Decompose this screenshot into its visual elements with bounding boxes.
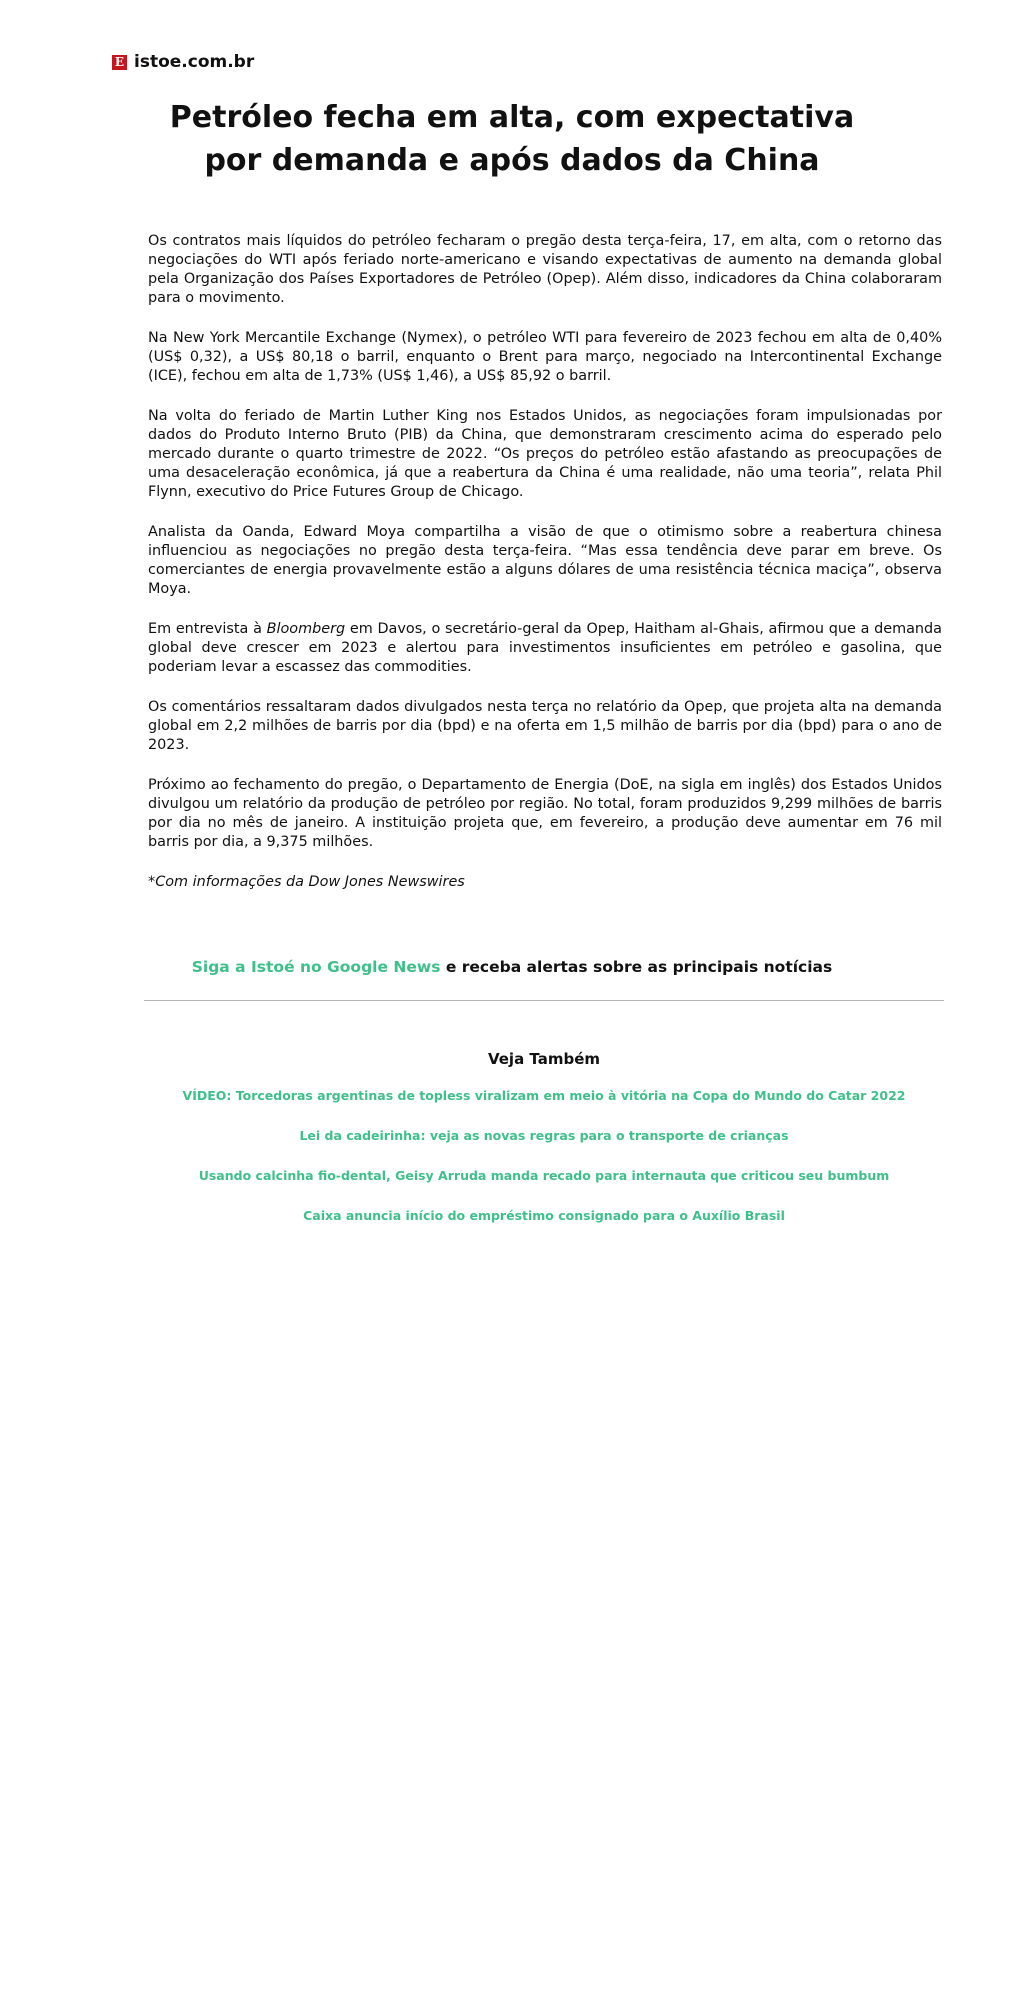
google-news-follow-text: e receba alertas sobre as principais notícias bbox=[440, 958, 833, 976]
site-name[interactable]: istoe.com.br bbox=[134, 52, 255, 72]
article-body bbox=[148, 232, 942, 913]
related-link[interactable]: VÍDEO: Torcedoras argentinas de topless viralizam em meio à vitória na Copa do Mundo do Catar 2022 bbox=[182, 1088, 906, 1103]
istoe-logo-icon[interactable]: E bbox=[112, 55, 127, 70]
related-link[interactable]: Caixa anuncia início do empréstimo consignado para o Auxílio Brasil bbox=[303, 1208, 785, 1223]
article-paragraph: Analista da Oanda, Edward Moya compartilha a visão de que o otimismo sobre a reabertura chinesa influenciou as negociações no pregão desta terça-feira. “Mas essa tendência deve parar em breve. Os comerciantes de energia provavelmente estão a alguns dólares de uma resistência técnica maciça”, observa Moya. bbox=[148, 524, 942, 597]
article-paragraph bbox=[148, 620, 942, 677]
site-header bbox=[112, 52, 254, 72]
related-heading: Veja Também bbox=[487, 1050, 601, 1068]
article-title: Petróleo fecha em alta, com expectativa por demanda e após dados da China bbox=[169, 100, 855, 178]
google-news-link[interactable]: Siga a Istoé no Google News bbox=[191, 958, 441, 976]
related-articles bbox=[144, 1050, 944, 1248]
google-news-follow bbox=[0, 958, 1024, 976]
article-paragraph: Os comentários ressaltaram dados divulgados nesta terça no relatório da Opep, que projeta alta na demanda global em 2,2 milhões de barris por dia (bpd) e na oferta em 1,5 milhão de barris por dia (bpd) para o ano de 2023. bbox=[148, 699, 942, 753]
article-credit: *Com informações da Dow Jones Newswires bbox=[148, 874, 465, 890]
bloomberg-mention: Bloomberg bbox=[266, 621, 346, 637]
paragraph-text: em Davos, o secretário-geral da Opep, Haitham al-Ghais, afirmou que a demanda global deve crescer em 2023 e alertou para investimentos insuficientes em petróleo e gasolina, que poderiam levar a escassez das commodities. bbox=[148, 621, 943, 675]
article-paragraph: Próximo ao fechamento do pregão, o Departamento de Energia (DoE, na sigla em inglês) dos Estados Unidos divulgou um relatório da produção de petróleo por região. No total, foram produzidos 9,299 milhões de barris por dia no mês de janeiro. A instituição projeta que, em fevereiro, a produção deve aumentar em 76 mil barris por dia, a 9,375 milhões. bbox=[148, 777, 942, 850]
article-paragraph: Na volta do feriado de Martin Luther King nos Estados Unidos, as negociações foram impulsionadas por dados do Produto Interno Bruto (PIB) da China, que demonstraram crescimento acima do esperado pelo mercado durante o quarto trimestre de 2022. “Os preços do petróleo estão afastando as preocupações de uma desaceleração econômica, já que a reabertura da China é uma realidade, não uma teoria”, relata Phil Flynn, executivo do Price Futures Group de Chicago. bbox=[148, 408, 942, 500]
section-divider bbox=[144, 1000, 944, 1001]
related-link[interactable]: Lei da cadeirinha: veja as novas regras para o transporte de crianças bbox=[299, 1128, 789, 1143]
paragraph-text: Em entrevista à bbox=[148, 621, 267, 637]
article-paragraph: Os contratos mais líquidos do petróleo fecharam o pregão desta terça-feira, 17, em alta, com o retorno das negociações do WTI após feriado norte-americano e visando expectativas de aumento na demanda global pela Organização dos Países Exportadores de Petróleo (Opep). Além disso, indicadores da China colaboraram para o movimento. bbox=[148, 233, 942, 306]
related-link[interactable]: Usando calcinha fio-dental, Geisy Arruda manda recado para internauta que criticou seu bumbum bbox=[198, 1168, 890, 1183]
article-paragraph: Na New York Mercantile Exchange (Nymex), o petróleo WTI para fevereiro de 2023 fechou em alta de 0,40% (US$ 0,32), a US$ 80,18 o barril, enquanto o Brent para março, negociado na Intercontinental Exchange (ICE), fechou em alta de 1,73% (US$ 1,46), a US$ 85,92 o barril. bbox=[148, 330, 942, 384]
